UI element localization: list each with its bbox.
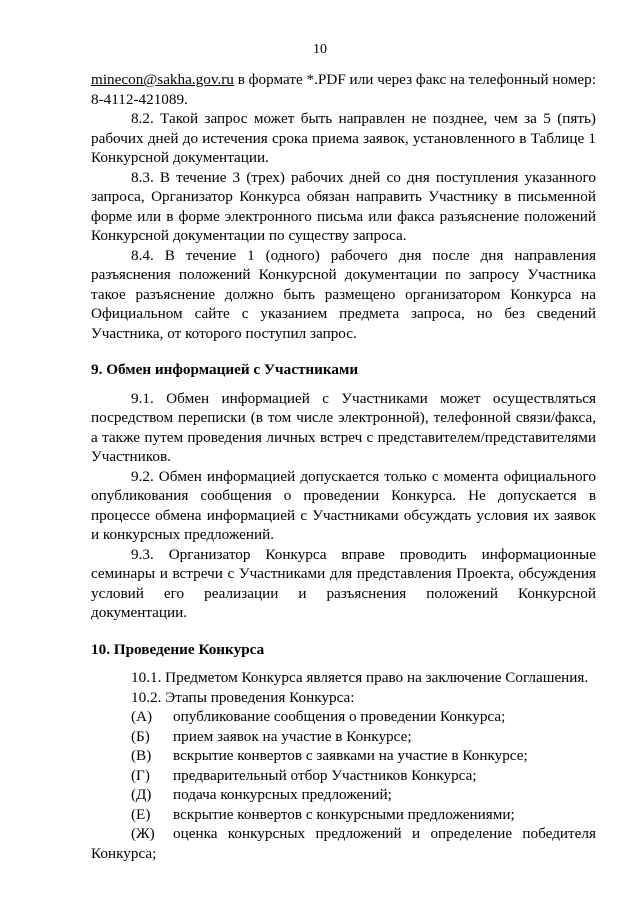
list-item-text: вскрытие конвертов с конкурсными предложениями;: [173, 805, 515, 823]
list-marker: (В): [131, 747, 152, 764]
list-marker: (Д): [131, 786, 152, 803]
paragraph-8-4: 8.4. В течение 1 (одного) рабочего дня после дня направления разъяснения положений Конкурсной документации по запросу Участника такое разъяснение должно быть размещено организатором Конкурса на Официальном сайте с указанием предмета запроса, но без сведений Участника, от которого поступил запрос.: [91, 246, 596, 342]
list-marker: (Е): [131, 805, 151, 823]
list-item: [91, 785, 596, 805]
paragraph-9-3: 9.3. Организатор Конкурса вправе проводить информационные семинары и встречи с Участниками для представления Проекта, обсуждения условий его реализации и разъяснения положений Конкурсной документации.: [91, 545, 596, 621]
list-item-text: прием заявок на участие в Конкурсе;: [173, 727, 412, 745]
list-item-text: оценка конкурсных предложений и определение победителя: [173, 825, 596, 842]
list-item: [91, 707, 596, 727]
list-item-last: [91, 824, 596, 844]
list-item-text: подача конкурсных предложений;: [173, 786, 392, 803]
section-9-heading: 9. Обмен информацией с Участниками: [91, 361, 359, 378]
list-item-text: опубликование сообщения о проведении Конкурса;: [173, 708, 506, 725]
list-marker: (Б): [131, 727, 150, 745]
paragraph-9-2: 9.2. Обмен информацией допускается только с момента официального опубликования сообщения о проведении Конкурса. Не допускается в процессе обмена информацией с Участниками обсуждать условия их заявок и конкурсных предложений.: [91, 467, 596, 543]
list-item: [91, 805, 596, 825]
paragraph-9-1: 9.1. Обмен информацией с Участниками может осуществляться посредством переписки (в том числе электронной), телефонной связи/факса, а также путем проведения личных встреч с представителем/представителями Участников.: [91, 389, 596, 465]
list-item: [91, 727, 596, 747]
list-marker: (А): [131, 708, 153, 725]
email-link[interactable]: minecon@sakha.gov.ru: [91, 71, 234, 88]
paragraph-10-1: 10.1. Предметом Конкурса является право на заключение Соглашения.: [131, 669, 589, 686]
section-10-heading: 10. Проведение Конкурса: [91, 640, 265, 658]
top-fragment: [91, 70, 596, 109]
list-marker: (Г): [131, 766, 150, 784]
list-item-continuation: Конкурса;: [91, 844, 157, 862]
list-item-text: предварительный отбор Участников Конкурса;: [173, 766, 477, 784]
list-item: [91, 766, 596, 786]
page-number: 10: [313, 42, 327, 57]
paragraph-8-2: 8.2. Такой запрос может быть направлен не позднее, чем за 5 (пять) рабочих дней до истечения срока приема заявок, установленного в Таблице 1 Конкурсной документации.: [91, 110, 596, 166]
list-marker: (Ж): [131, 825, 155, 842]
paragraph-10-2: 10.2. Этапы проведения Конкурса:: [131, 688, 355, 706]
paragraph-8-3: 8.3. В течение 3 (трех) рабочих дней со дня поступления указанного запроса, Организатор Конкурса обязан направить Участнику в письменной форме или в форме электронного письма или факса разъяснение положений Конкурсной документации по существу запроса.: [91, 168, 596, 244]
document-body: [91, 70, 596, 863]
list-item: [91, 746, 596, 766]
top-fragment-text: в формате *.PDF или через факс на телефонный номер: 8-4112-421089.: [91, 71, 596, 108]
list-item-text: вскрытие конвертов с заявками на участие в Конкурсе;: [173, 747, 528, 764]
